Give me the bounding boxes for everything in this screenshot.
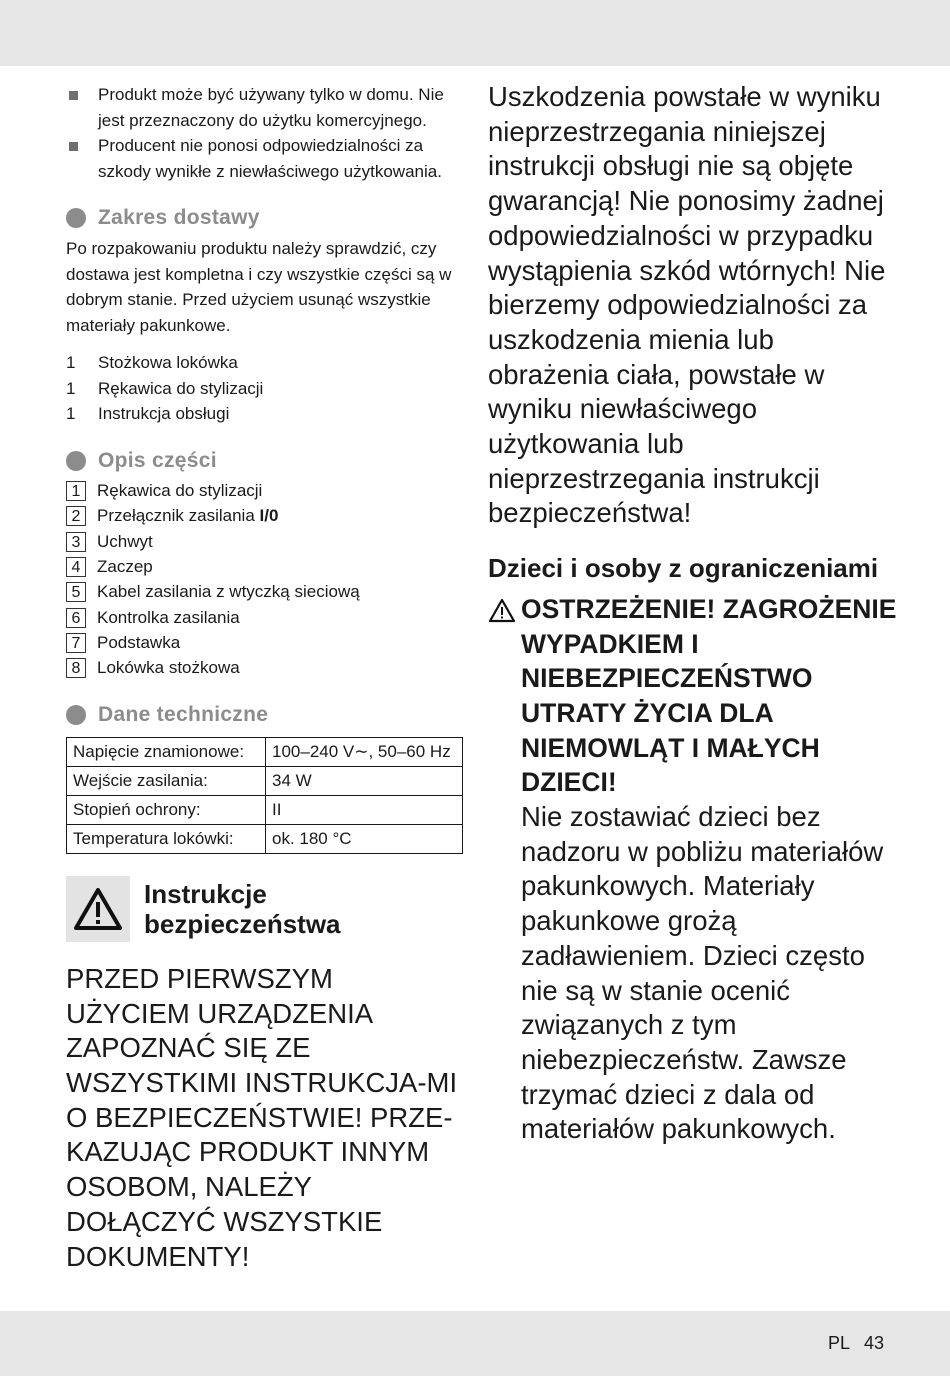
list-item: 6 Kontrolka zasilania — [66, 605, 464, 630]
table-row: Temperatura lokówki: ok. 180 °C — [67, 824, 463, 853]
warning-block — [488, 592, 898, 1147]
part-number-box: 2 — [66, 506, 86, 526]
list-item: 7 Podstawka — [66, 630, 464, 655]
usage-bullets — [66, 82, 464, 184]
children-heading: Dzieci i osoby z ograniczeniami — [488, 553, 879, 584]
warning-title: OSTRZEŻENIE! ZAGROŻENIE WYPADKIEM I NIEBEZPIECZEŃSTWO UTRATY ŻYCIA DLA NIEMOWLĄT I MAŁYCH DZIECI! — [521, 593, 897, 798]
safety-caps-text: PRZED PIERWSZYM UŻYCIEM URZĄDZENIA ZAPOZNAĆ SIĘ ZE WSZYSTKIMI INSTRUKCJA-MI O BEZPIECZEŃSTWIE! PRZE-KAZUJĄC PRODUKT INNYM OSOBOM, NALEŻY DOŁĄCZYĆ WSZYSTKIE DOKUMENTY! — [66, 962, 458, 1272]
part-number-box: 7 — [66, 633, 86, 653]
top-band — [0, 0, 950, 66]
left-column — [66, 82, 464, 1274]
list-item: 1 Stożkowa lokówka — [66, 353, 238, 372]
right-column — [488, 80, 898, 1147]
circle-bullet-icon — [66, 705, 86, 725]
scope-text: Po rozpakowaniu produktu należy sprawdzić, czy dostawa jest kompletna i czy wszystkie części są w dobrym stanie. Przed użyciem usunąć wszystkie materiały pakunkowe. — [66, 239, 452, 335]
circle-bullet-icon — [66, 208, 86, 228]
list-item: Produkt może być używany tylko w domu. Nie jest przeznaczony do użytku komercyjnego. — [66, 82, 464, 133]
table-row: Stopień ochrony: II — [67, 795, 463, 824]
warranty-text: Uszkodzenia powstałe w wyniku nieprzestrzegania niniejszej instrukcji obsługi nie są objęte gwarancją! Nie ponosimy żadnej odpowiedzialności w przypadku wystąpienia szkód wtórnych! Nie bierzemy odpowiedzialności za uszkodzenia mienia lub obrażenia ciała, powstałe w wyniku niewłaściwego użytkowania lub nieprzestrzegania instrukcji bezpieczeństwa! — [488, 81, 886, 529]
section-heading-scope: Zakres dostawy — [66, 206, 464, 230]
warning-triangle-icon — [66, 876, 130, 942]
list-item: 8 Lokówka stożkowa — [66, 656, 464, 681]
warning-triangle-icon — [488, 592, 521, 1147]
part-number-box: 4 — [66, 557, 86, 577]
part-number-box: 8 — [66, 658, 86, 678]
list-item: 5 Kabel zasilania z wtyczką sieciową — [66, 580, 464, 605]
list-item: 1 Instrukcja obsługi — [66, 404, 230, 423]
list-item: Producent nie ponosi odpowiedzialności za szkody wynikłe z niewłaściwego użytkowania. — [66, 133, 464, 184]
scope-items — [66, 350, 464, 427]
warning-text: Nie zostawiać dzieci bez nadzoru w pobliżu materiałów pakunkowych. Materiały pakunkowe grożą zadławieniem. Dzieci często nie są w stanie ocenić związanych z tym niebezpieczeństw. Zawsze trzymać dzieci z dala od materiałów pakunkowych. — [521, 801, 884, 1145]
section-heading-parts: Opis części — [66, 449, 464, 473]
part-number-box: 1 — [66, 481, 86, 501]
section-heading-tech: Dane techniczne — [66, 703, 464, 727]
list-item: 1 Rękawica do stylizacji — [66, 479, 464, 504]
language-code: PL — [827, 1333, 850, 1353]
square-bullet-icon — [69, 142, 78, 151]
list-item: 3 Uchwyt — [66, 529, 464, 554]
page-number: 43 — [863, 1333, 884, 1353]
safety-heading: Instrukcje bezpieczeństwa — [66, 876, 464, 942]
circle-bullet-icon — [66, 451, 86, 471]
list-item: 1 Rękawica do stylizacji — [66, 378, 264, 398]
part-number-box: 3 — [66, 532, 86, 552]
square-bullet-icon — [69, 91, 78, 100]
table-row: Wejście zasilania: 34 W — [67, 766, 463, 795]
table-row: Napięcie znamionowe: 100–240 V∼, 50–60 Hz — [67, 737, 463, 766]
tech-table — [66, 737, 463, 854]
parts-list — [66, 479, 464, 681]
bottom-band — [0, 1311, 950, 1376]
part-number-box: 5 — [66, 582, 86, 602]
part-number-box: 6 — [66, 608, 86, 628]
list-item: 2 Przełącznik zasilania I/0 — [66, 504, 464, 529]
page-footer — [828, 1333, 884, 1354]
list-item: 4 Zaczep — [66, 554, 464, 579]
